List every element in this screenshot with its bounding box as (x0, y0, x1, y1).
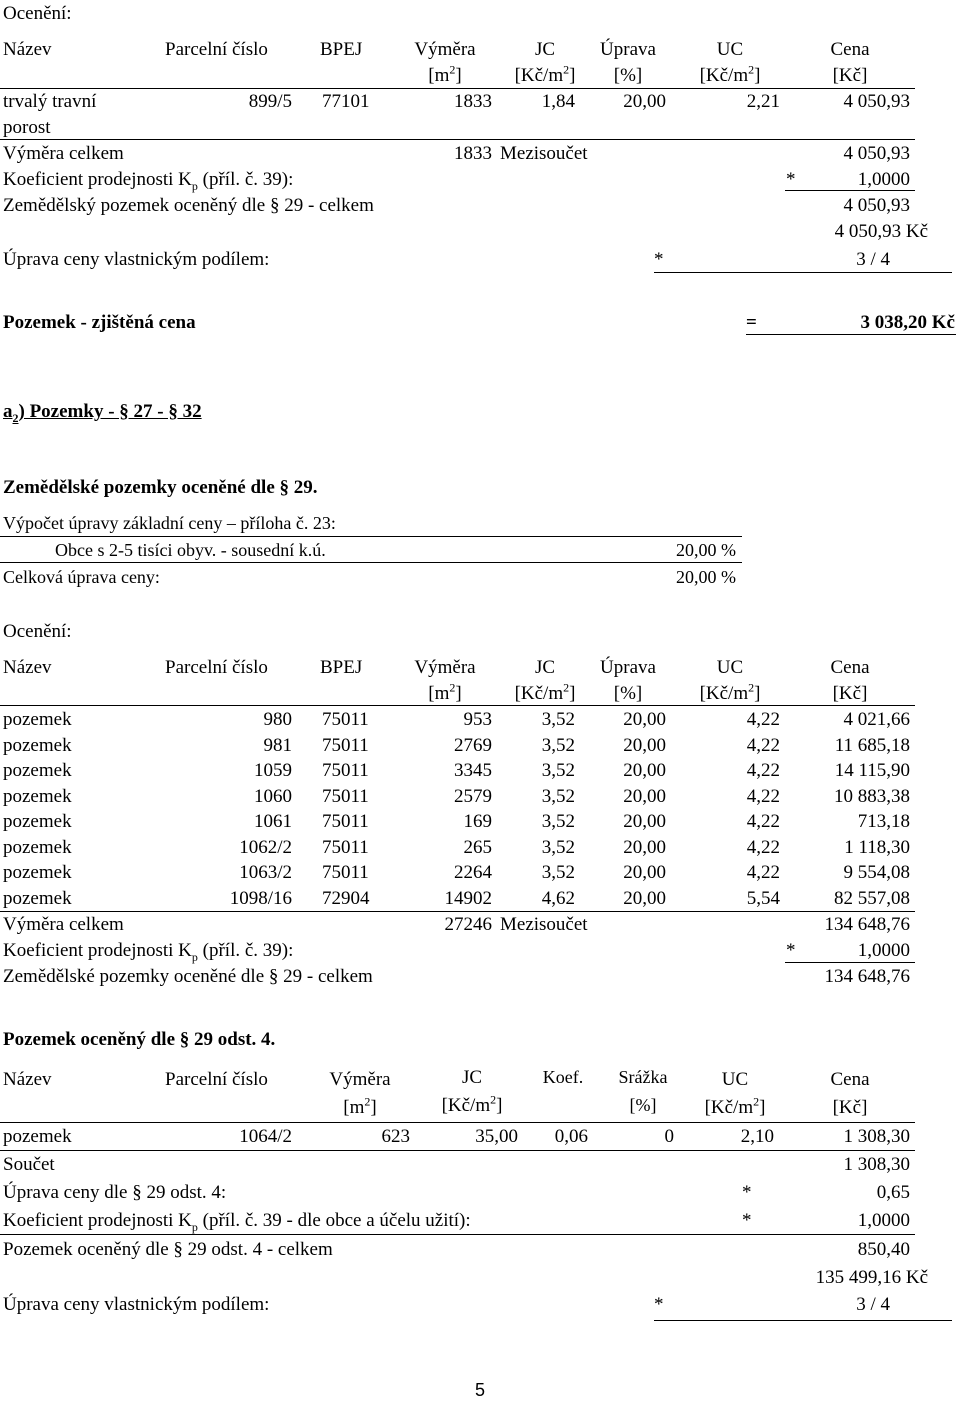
divider (654, 272, 952, 273)
cell-uc: 4,22 (746, 709, 780, 730)
adj-value: 0,65 (876, 1182, 910, 1203)
divider (785, 962, 915, 963)
row-area: 623 (381, 1126, 410, 1147)
result-value: 3 038,20 Kč (860, 312, 955, 333)
col-nazev: Název (3, 39, 52, 60)
subtotal-value: 4 050,93 (843, 143, 910, 164)
unit-cena: [Kč] (832, 65, 868, 86)
share-label: Úprava ceny vlastnickým podílem: (3, 249, 270, 270)
col-jc: JC (461, 1067, 483, 1088)
row-name: pozemek (3, 1126, 72, 1147)
cell-uc: 4,22 (746, 785, 780, 807)
divider (0, 1150, 915, 1151)
koef-star: * (786, 940, 796, 961)
divider (0, 139, 915, 140)
cell-jc: 3,52 (541, 734, 575, 756)
col-cena: Cena (830, 657, 870, 678)
cell-parcel: 1059 (254, 760, 292, 781)
section2-heading: Ocenění: (3, 621, 72, 642)
col-bpej: BPEJ (320, 39, 363, 60)
valued-label: Zemědělské pozemky oceněné dle § 29 - celkem (3, 966, 373, 987)
unit-jc: $[Kč/m^2]$ (514, 680, 576, 704)
unit-cena: [Kč] (832, 683, 868, 704)
col-vymera: Výměra (414, 39, 476, 60)
cell-area: 265 (463, 836, 492, 858)
cell-bpej: 75011 (322, 862, 369, 883)
cell-name: pozemek (3, 785, 72, 807)
cell-parcel: 980 (263, 709, 292, 730)
cell-uprava: 20,00 (623, 836, 666, 858)
row-name-line1: trvalý travní (3, 91, 97, 112)
col-uprava: Úprava (600, 39, 656, 60)
cell-area: 3345 (454, 760, 492, 781)
col-srazka: Srážka (618, 1067, 668, 1087)
row-parcel: 1064/2 (239, 1126, 292, 1147)
row-jc: 35,00 (475, 1126, 518, 1147)
unit-cena: [Kč] (832, 1097, 868, 1118)
unit-vymera: $[m^2]$ (343, 1094, 377, 1118)
row-bpej: 77101 (322, 91, 370, 112)
row-cena: 1 308,30 (843, 1126, 910, 1147)
divider (654, 1320, 952, 1321)
cell-jc: 3,52 (541, 862, 575, 883)
col-cena: Cena (830, 1069, 870, 1090)
cell-area: 169 (463, 811, 492, 832)
cell-cena: 713,18 (857, 811, 910, 832)
subtotal-label: Mezisoučet (500, 143, 588, 164)
koef-label: Koeficient prodejnosti $K_p$ (příl. č. 39): (3, 940, 294, 964)
row-jc: 1,84 (541, 91, 575, 112)
divider (0, 911, 915, 912)
valued-label: Pozemek oceněný dle § 29 odst. 4 - celkem (3, 1239, 333, 1260)
unit-jc: $[Kč/m^2]$ (514, 62, 576, 86)
valued-value: 850,40 (857, 1239, 910, 1260)
cell-uc: 4,22 (746, 862, 780, 883)
koef-value: 1,0000 (857, 169, 910, 190)
cell-uc: 5,54 (746, 887, 780, 909)
section3-title: Pozemek oceněný dle § 29 odst. 4. (3, 1029, 276, 1050)
row-uc: 2,21 (746, 91, 780, 112)
valued-label: Zemědělský pozemek oceněný dle § 29 - celkem (3, 195, 374, 216)
cell-jc: 3,52 (541, 760, 575, 781)
share-star: * (654, 1294, 664, 1315)
col-parcelni-cislo: Parcelní číslo (165, 657, 268, 678)
cell-name: pozemek (3, 862, 72, 883)
divider (0, 562, 742, 563)
cell-uprava: 20,00 (623, 887, 666, 909)
col-uc: UC (716, 39, 744, 60)
total-area-label: Výměra celkem (3, 914, 124, 935)
adj-label: Úprava ceny dle § 29 odst. 4: (3, 1182, 227, 1203)
cell-name: pozemek (3, 836, 72, 858)
koef-value: 1,0000 (857, 940, 910, 961)
page-number: 5 (474, 1380, 485, 1400)
unit-srazka: [%] (629, 1095, 657, 1115)
unit-vymera: $[m^2]$ (428, 62, 462, 86)
share-star: * (654, 249, 664, 270)
cell-bpej: 72904 (322, 887, 370, 909)
divider (0, 88, 915, 89)
divider (0, 536, 742, 537)
cell-cena: 14 115,90 (834, 760, 910, 781)
unit-vymera: $[m^2]$ (428, 680, 462, 704)
cell-cena: 11 685,18 (834, 734, 910, 756)
total-area: 27246 (444, 914, 492, 935)
sum-value: 1 308,30 (843, 1154, 910, 1175)
row-koef: 0,06 (554, 1126, 588, 1147)
divider (785, 190, 915, 191)
share-label: Úprava ceny vlastnickým podílem: (3, 1294, 270, 1315)
sum-label: Součet (3, 1154, 55, 1175)
subtotal-value: 134 648,76 (824, 914, 910, 935)
calc-item-value: 20,00 % (676, 540, 736, 560)
cell-area: 2264 (454, 862, 492, 883)
cell-parcel: 1063/2 (239, 862, 292, 883)
cell-parcel: 1098/16 (229, 887, 292, 909)
cell-area: 2579 (454, 785, 492, 807)
cell-bpej: 75011 (322, 734, 369, 756)
unit-jc: $[Kč/m^2]$ (441, 1092, 503, 1116)
col-bpej: BPEJ (320, 657, 363, 678)
cell-cena: 9 554,08 (843, 862, 910, 883)
calc-total-label: Celková úprava ceny: (3, 567, 160, 587)
cell-parcel: 981 (263, 734, 292, 756)
adj-star: * (742, 1182, 752, 1203)
col-uc: UC (721, 1069, 749, 1090)
share-value: 3 / 4 (856, 1294, 890, 1315)
cell-cena: 82 557,08 (834, 887, 910, 909)
divider (0, 705, 915, 706)
total-kc: 135 499,16 Kč (815, 1267, 928, 1288)
valued-value: 134 648,76 (824, 966, 910, 987)
koef-label: Koeficient prodejnosti $K_p$ (příl. č. 39 - dle obce a účelu užití): (3, 1210, 471, 1234)
subtotal-label: Mezisoučet (500, 914, 588, 935)
cell-cena: 4 021,66 (843, 709, 910, 730)
col-uc: UC (716, 657, 744, 678)
cell-parcel: 1062/2 (239, 836, 292, 858)
cell-bpej: 75011 (322, 785, 369, 807)
cell-jc: 3,52 (541, 836, 575, 858)
share-value: 3 / 4 (856, 249, 890, 270)
calc-label: Výpočet úpravy základní ceny – příloha č. 23: (3, 513, 336, 533)
valued-kc: 4 050,93 Kč (834, 221, 928, 242)
valued-value: 4 050,93 (843, 195, 910, 216)
row-area: 1833 (454, 91, 492, 112)
cell-area: 953 (463, 709, 492, 730)
col-jc: JC (534, 39, 556, 60)
cell-uprava: 20,00 (623, 785, 666, 807)
result-underline (746, 334, 956, 335)
section1-heading: Ocenění: (3, 3, 72, 24)
cell-bpej: 75011 (322, 811, 369, 832)
cell-jc: 3,52 (541, 811, 575, 832)
col-vymera: Výměra (329, 1069, 391, 1090)
calc-item: Obce s 2-5 tisíci obyv. - sousední k.ú. (55, 540, 326, 560)
cell-name: pozemek (3, 760, 72, 781)
col-nazev: Název (3, 657, 52, 678)
cell-uprava: 20,00 (623, 811, 666, 832)
koef-star: * (742, 1210, 752, 1231)
cell-uc: 4,22 (746, 760, 780, 781)
cell-uc: 4,22 (746, 734, 780, 756)
section2-subtitle: Zemědělské pozemky oceněné dle § 29. (3, 477, 318, 498)
row-cena: 4 050,93 (843, 91, 910, 112)
unit-uprava: [%] (613, 683, 643, 704)
cell-uprava: 20,00 (623, 760, 666, 781)
koef-label: Koeficient prodejnosti $K_p$ (příl. č. 39): (3, 169, 294, 193)
cell-uc: 4,22 (746, 836, 780, 858)
cell-bpej: 75011 (322, 709, 369, 730)
result-eq: = (746, 312, 757, 333)
cell-uc: 4,22 (746, 811, 780, 832)
cell-name: pozemek (3, 709, 72, 730)
total-area: 1833 (454, 143, 492, 164)
cell-name: pozemek (3, 887, 72, 909)
cell-cena: 10 883,38 (834, 785, 910, 807)
col-cena: Cena (830, 39, 870, 60)
cell-jc: 3,52 (541, 785, 575, 807)
col-jc: JC (534, 657, 556, 678)
row-uprava: 20,00 (623, 91, 666, 112)
row-parcel: 899/5 (248, 91, 292, 112)
cell-name: pozemek (3, 811, 72, 832)
col-parcelni-cislo: Parcelní číslo (165, 39, 268, 60)
row-srazka: 0 (664, 1126, 674, 1147)
cell-jc: 4,62 (541, 887, 575, 909)
col-koef: Koef. (542, 1067, 584, 1087)
unit-uprava: [%] (613, 65, 643, 86)
cell-bpej: 75011 (322, 760, 369, 781)
unit-uc: $[Kč/m^2]$ (699, 680, 761, 704)
divider (0, 1122, 915, 1123)
unit-uc: $[Kč/m^2]$ (699, 62, 761, 86)
cell-area: 2769 (454, 734, 492, 756)
cell-uprava: 20,00 (623, 862, 666, 883)
col-parcelni-cislo: Parcelní číslo (165, 1069, 268, 1090)
col-nazev: Název (3, 1069, 52, 1090)
cell-jc: 3,52 (541, 709, 575, 730)
cell-parcel: 1060 (254, 785, 292, 807)
section2-title: $a_2$) Pozemky - § 27 - § 32 (3, 401, 202, 425)
result-label: Pozemek - zjištěná cena (3, 312, 196, 333)
col-uprava: Úprava (600, 657, 656, 678)
cell-name: pozemek (3, 734, 72, 756)
cell-uprava: 20,00 (623, 734, 666, 756)
total-area-label: Výměra celkem (3, 143, 124, 164)
koef-value: 1,0000 (857, 1210, 910, 1231)
cell-area: 14902 (444, 887, 492, 909)
col-vymera: Výměra (414, 657, 476, 678)
koef-star: * (786, 169, 796, 190)
divider (0, 1234, 915, 1235)
cell-bpej: 75011 (322, 836, 369, 858)
row-uc: 2,10 (740, 1126, 774, 1147)
cell-uprava: 20,00 (623, 709, 666, 730)
calc-total-value: 20,00 % (676, 567, 736, 587)
cell-parcel: 1061 (254, 811, 292, 832)
row-name-line2: porost (3, 117, 51, 138)
cell-cena: 1 118,30 (844, 836, 910, 858)
unit-uc: $[Kč/m^2]$ (704, 1094, 766, 1118)
